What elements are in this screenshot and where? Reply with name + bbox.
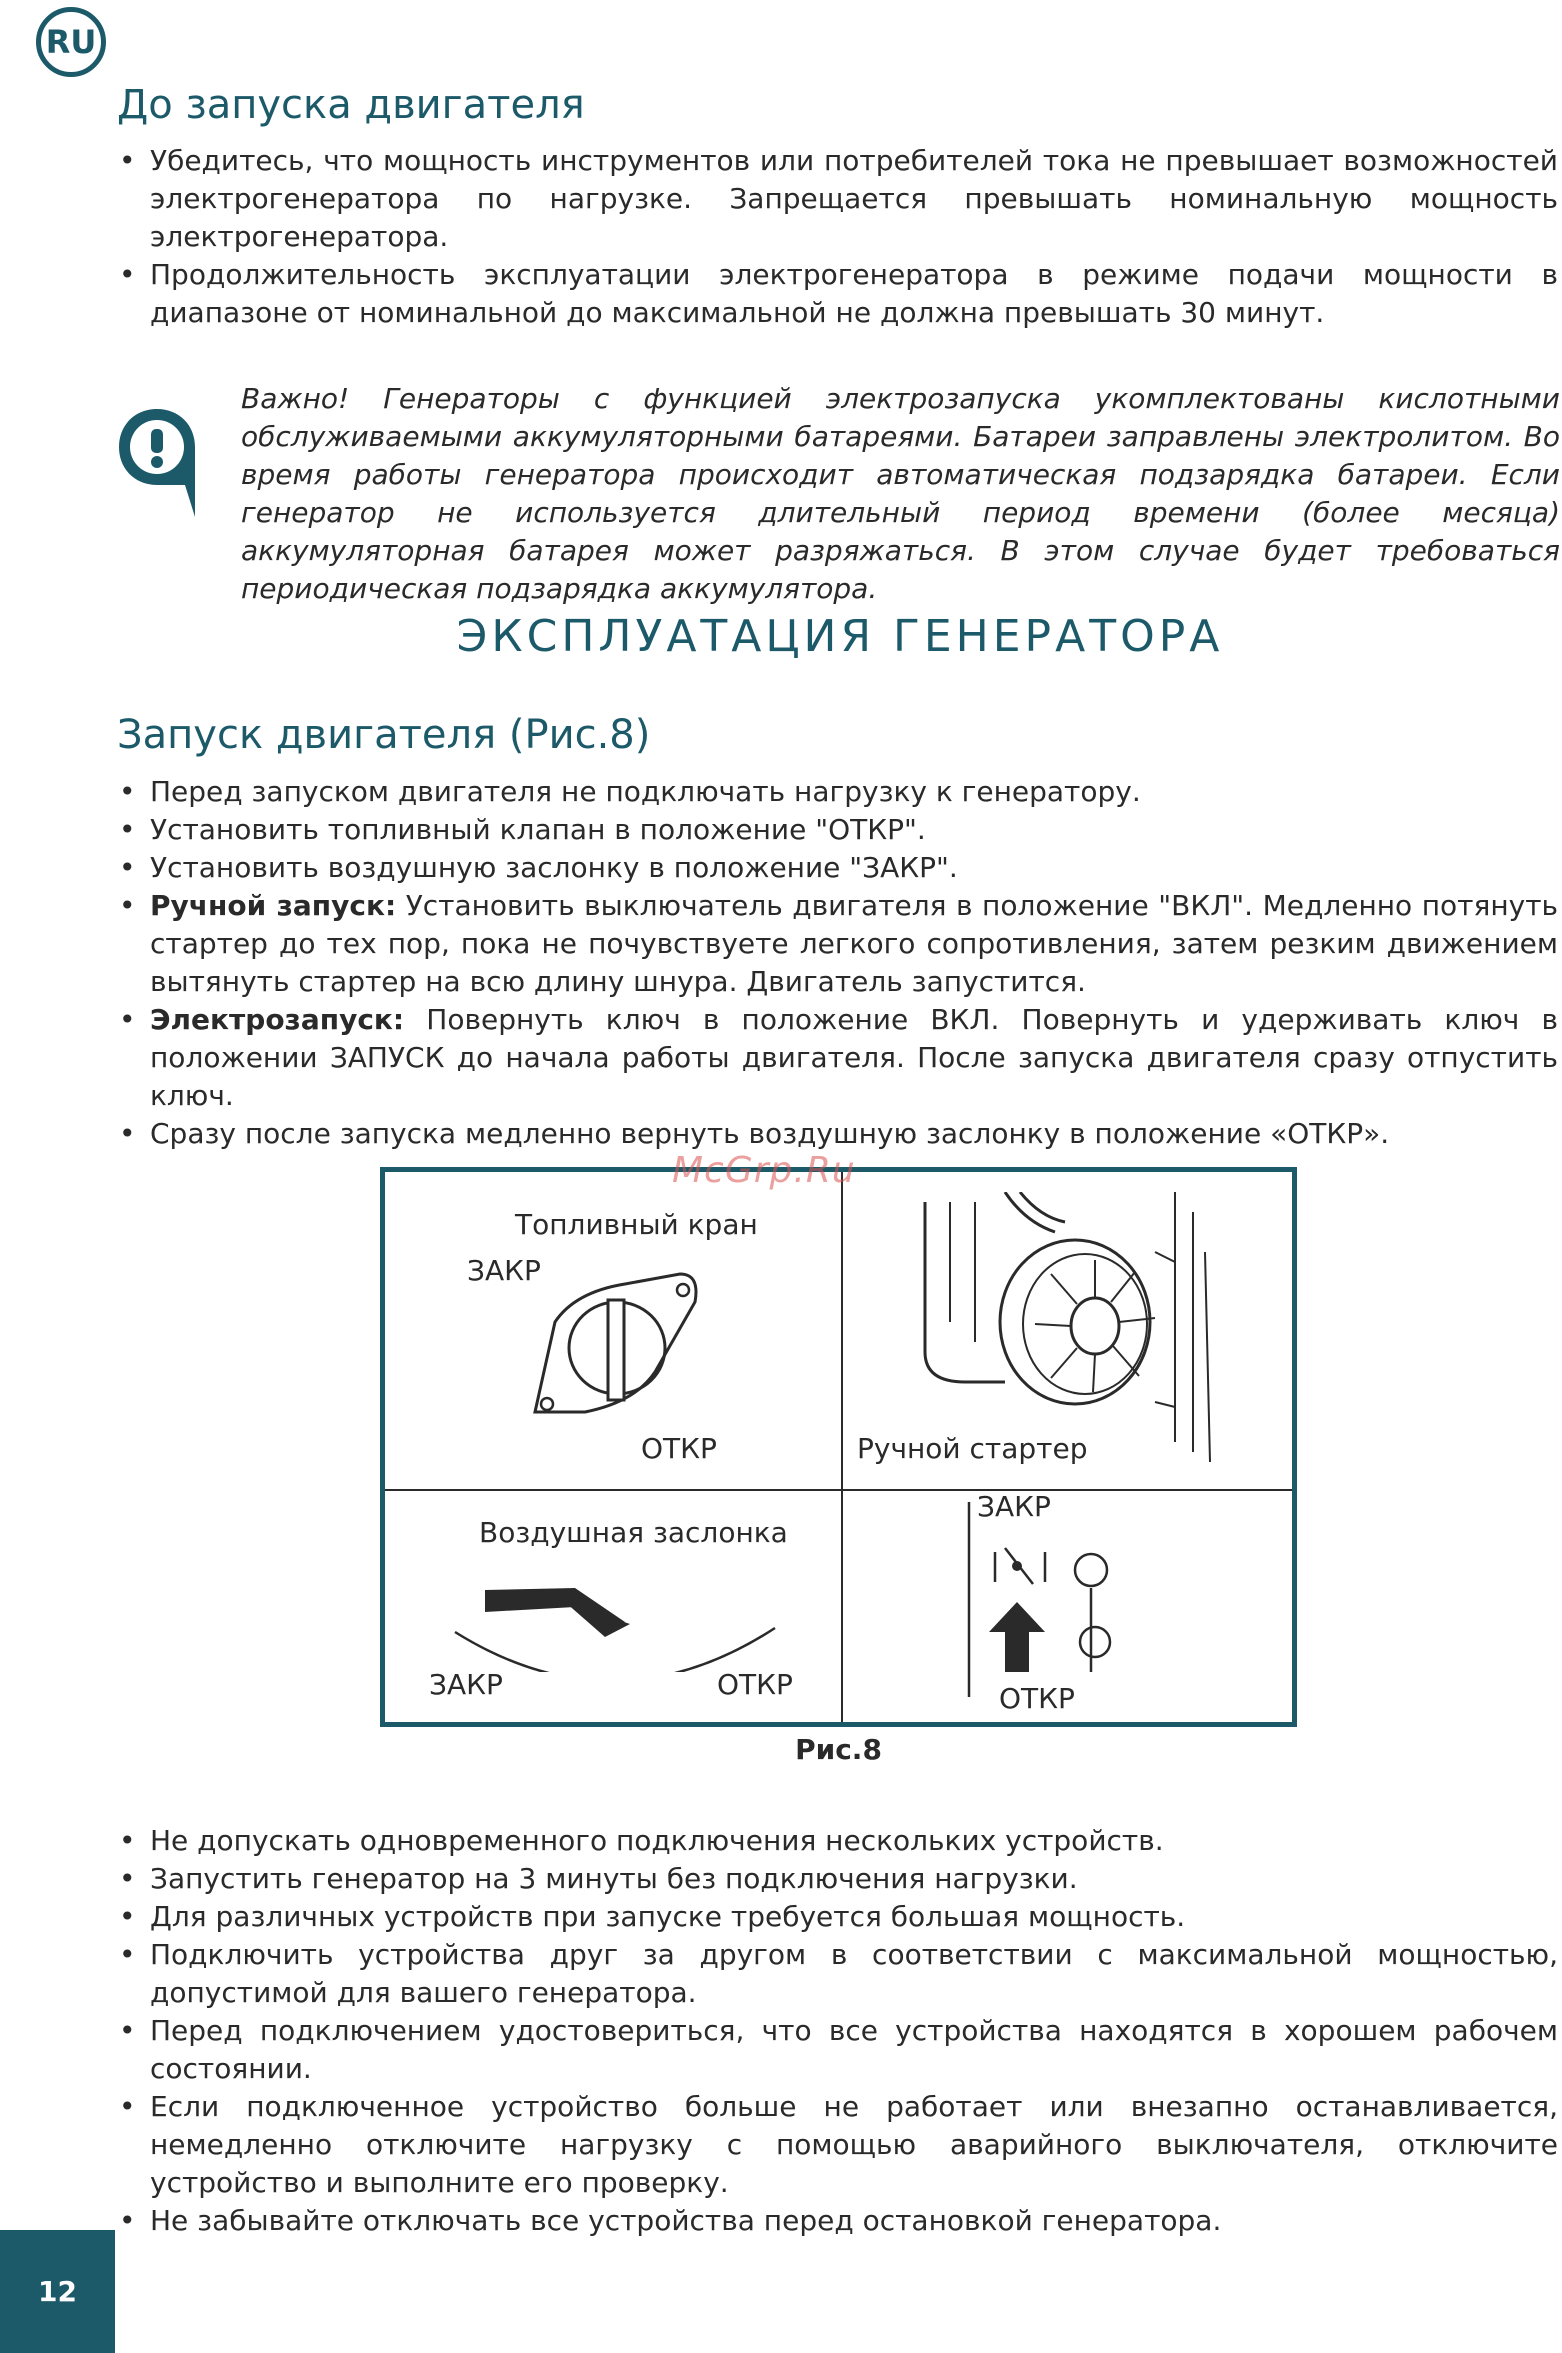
figure-divider-vertical: [841, 1172, 843, 1722]
figure-caption: Рис.8: [795, 1733, 882, 1766]
list-item: • Подключить устройства друг за другом в соответствии с максимальной мощностью, допустимой для вашего генератора.: [117, 1936, 1558, 2012]
watermark: McGrp.Ru: [672, 1150, 856, 1191]
list-item: • Сразу после запуска медленно вернуть воздушную заслонку в положение «ОТКР».: [117, 1115, 1558, 1153]
list-item: • Ручной запуск: Установить выключатель двигателя в положение "ВКЛ". Медленно потянуть стартер до тех пор, пока не почувствуете легкого сопротивления, затем резким движением вытянуть стартер на всю длину шнура. Двигатель запустится.: [117, 887, 1558, 1001]
page-number: 12: [38, 2275, 77, 2308]
list-item: • Установить топливный клапан в положение "ОТКР".: [117, 811, 1558, 849]
language-badge: RU: [36, 7, 106, 77]
main-title: ЭКСПЛУАТАЦИЯ ГЕНЕРАТОРА: [456, 611, 1224, 662]
warning-icon: [115, 405, 199, 523]
important-note: Важно! Генераторы с функцией электрозапуска укомплектованы кислотными обслуживаемыми аккумуляторными батареями. Батареи заправлены электролитом. Во время работы генератора происходит автоматическая подзарядка батареи. Если генератор не используется длительный период времени (более месяца) аккумуляторная батарея может разряжаться. В этом случае будет требоваться периодическая подзарядка аккумулятора.: [241, 382, 1560, 605]
fuel-valve-title: Топливный кран: [515, 1208, 758, 1241]
list-item: • Установить воздушную заслонку в положение "ЗАКР".: [117, 849, 1558, 887]
list-item: • Перед подключением удостовериться, что все устройства находятся в хорошем рабочем состоянии.: [117, 2012, 1558, 2088]
manual-starter-label: Ручной стартер: [857, 1432, 1088, 1465]
list-item: • Продолжительность эксплуатации электрогенератора в режиме подачи мощности в диапазоне от номинальной до максимальной не должна превышать 30 минут.: [117, 256, 1558, 332]
choke-title: Воздушная заслонка: [479, 1516, 788, 1549]
fuel-valve-closed-label: ЗАКР: [467, 1254, 541, 1287]
choke-closed-label: ЗАКР: [429, 1668, 503, 1701]
before-start-list: [117, 142, 1562, 332]
lever-closed-label: ЗАКР: [977, 1490, 1051, 1523]
section-title-engine-start: Запуск двигателя (Рис.8): [117, 712, 651, 758]
section-title-before-start: До запуска двигателя: [117, 82, 585, 128]
choke-positions-icon: [955, 1492, 1155, 1702]
list-item: • Для различных устройств при запуске требуется большая мощность.: [117, 1898, 1558, 1936]
list-item: • Если подключенное устройство больше не работает или внезапно останавливается, немедленно отключите нагрузку с помощью аварийного выключателя, отключите устройство и выполните его проверку.: [117, 2088, 1558, 2202]
figure-divider-horizontal: [385, 1489, 1292, 1491]
list-item: • Не допускать одновременного подключения нескольких устройств.: [117, 1822, 1558, 1860]
page-number-tab: [0, 2230, 115, 2353]
list-item: • Запустить генератор на 3 минуты без подключения нагрузки.: [117, 1860, 1558, 1898]
choke-open-label: ОТКР: [717, 1668, 793, 1701]
list-item: • Не забывайте отключать все устройства перед остановкой генератора.: [117, 2202, 1558, 2240]
fuel-valve-icon: [515, 1262, 705, 1432]
list-item: • Убедитесь, что мощность инструментов или потребителей тока не превышает возможностей электрогенератора по нагрузке. Запрещается превышать номинальную мощность электрогенератора.: [117, 142, 1558, 256]
engine-start-list: [117, 773, 1562, 1153]
choke-lever-icon: [445, 1552, 805, 1672]
lever-open-label: ОТКР: [999, 1682, 1075, 1715]
manual-starter-icon: [855, 1192, 1295, 1462]
fuel-valve-open-label: ОТКР: [641, 1432, 717, 1465]
list-item: • Перед запуском двигателя не подключать нагрузку к генератору.: [117, 773, 1558, 811]
list-item: • Электрозапуск: Повернуть ключ в положение ВКЛ. Повернуть и удерживать ключ в положении ЗАПУСК до начала работы двигателя. После запуска двигателя сразу отпустить ключ.: [117, 1001, 1558, 1115]
load-connection-list: [117, 1822, 1562, 2240]
figure-8: [380, 1167, 1297, 1727]
